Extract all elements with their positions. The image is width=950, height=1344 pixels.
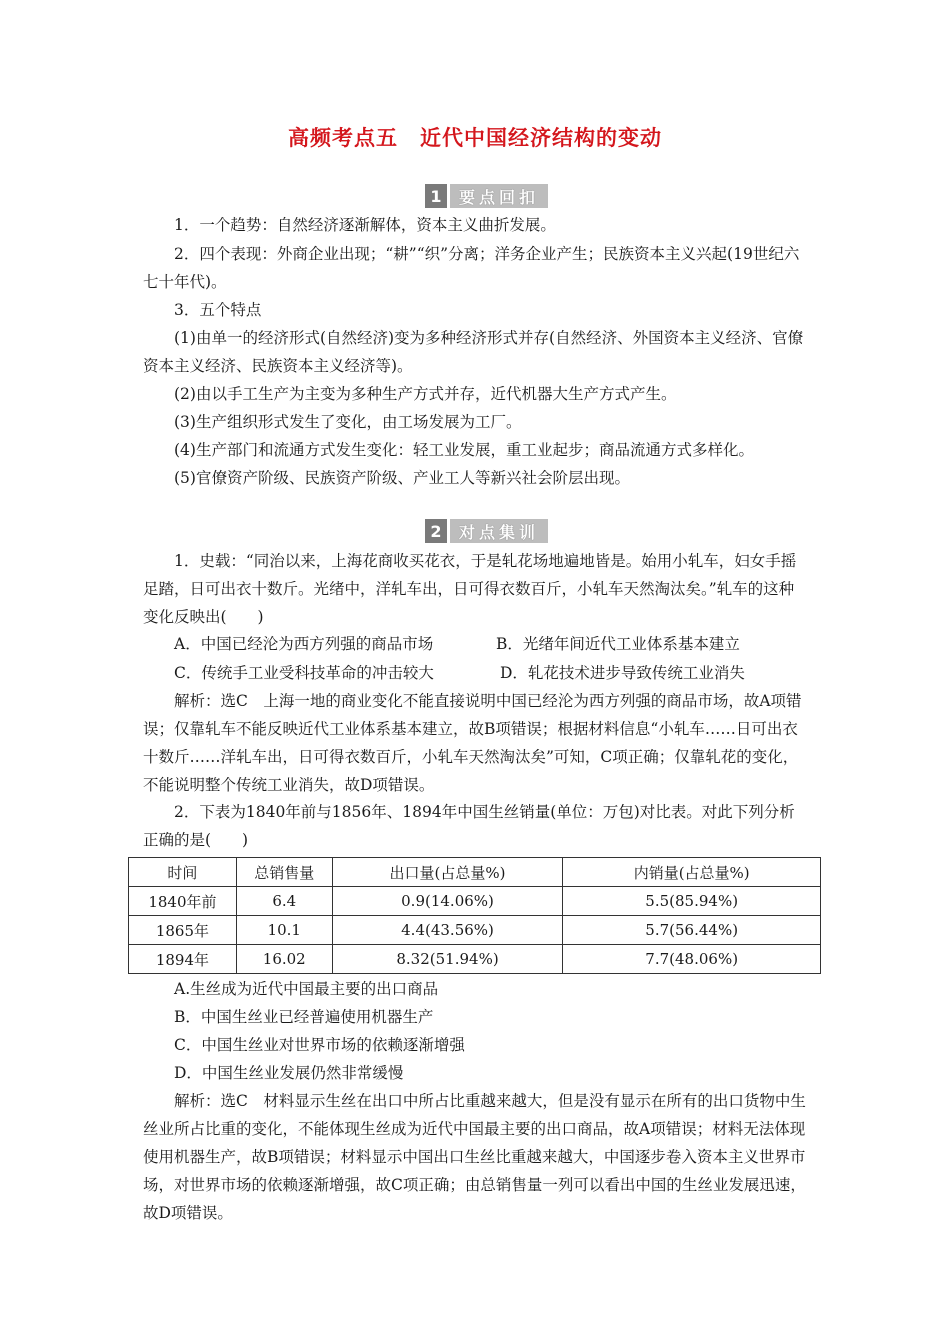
question-2-analysis: 解析：选C 材料显示生丝在出口中所占比重越来越大，但是没有显示在所有的出口货物中生丝业所占比重的变化，不能体现生丝成为近代中国最主要的出口商品，故A项错误；材料无法体现使用机器生产，故B项错误；材料显示中国出口生丝比重越来越大，中国逐步卷入资本主义世界市场，对世界市场的依赖逐渐增强，故C项正确；由总销售量一列可以看出中国的生丝业发展迅速，故D项错误。 [143,1092,806,1222]
table-cell: 16.02 [236,945,332,974]
q1-option-a: A．中国已经沦为西方列强的商品市场 [174,635,434,653]
title-part2: 近代中国经济结构的变动 [420,126,662,150]
table-row [129,916,821,945]
table-header-row [129,858,821,887]
point-2: 2．四个表现：外商企业出现；“耕”“织”分离；洋务企业产生；民族资本主义兴起(19世纪六七十年代)。 [143,245,800,291]
section2-number: 2 [425,519,447,543]
question-2-stem: 2．下表为1840年前与1856年、1894年中国生丝销量(单位：万包)对比表。对此下列分析正确的是( ) [143,803,795,849]
table-cell: 1865年 [129,916,237,945]
table-cell: 7.7(48.06%) [563,945,821,974]
point-3-4: (4)生产部门和流通方式发生变化：轻工业发展，重工业起步；商品流通方式多样化。 [174,441,754,459]
q1-option-b: B．光绪年间近代工业体系基本建立 [496,635,740,653]
title-part1: 高频考点五 [288,126,398,150]
table-row [129,887,821,916]
point-1: 1．一个趋势：自然经济逐渐解体，资本主义曲折发展。 [174,216,556,234]
table-row [129,945,821,974]
point-3-1: (1)由单一的经济形式(自然经济)变为多种经济形式并存(自然经济、外国资本主义经济、官僚资本主义经济、民族资本主义经济等)。 [143,329,804,375]
table-header-cell: 总销售量 [236,858,332,887]
table-cell: 1840年前 [129,887,237,916]
q2-option-d: D．中国生丝业发展仍然非常缓慢 [174,1064,404,1082]
table-cell: 4.4(43.56%) [332,916,563,945]
page-title [0,122,950,152]
point-3-5: (5)官僚资产阶级、民族资产阶级、产业工人等新兴社会阶层出现。 [174,469,630,487]
point-3-2: (2)由以手工生产为主变为多种生产方式并存，近代机器大生产方式产生。 [174,385,677,403]
section2-badge [425,519,548,543]
section1-badge [425,184,548,208]
table-cell: 8.32(51.94%) [332,945,563,974]
q2-option-c: C．中国生丝业对世界市场的依赖逐渐增强 [174,1036,465,1054]
table-cell: 5.5(85.94%) [563,887,821,916]
table-cell: 1894年 [129,945,237,974]
section2-label: 对点集训 [450,519,548,543]
table-cell: 5.7(56.44%) [563,916,821,945]
table-cell: 10.1 [236,916,332,945]
section1-number: 1 [425,184,447,208]
point-3-3: (3)生产组织形式发生了变化，由工场发展为工厂。 [174,413,522,431]
table-cell: 0.9(14.06%) [332,887,563,916]
table-header-cell: 出口量(占总量%) [332,858,563,887]
q2-option-a: A.生丝成为近代中国最主要的出口商品 [174,980,439,998]
table-header-cell: 内销量(占总量%) [563,858,821,887]
table-cell: 6.4 [236,887,332,916]
q2-option-b: B．中国生丝业已经普遍使用机器生产 [174,1008,434,1026]
q1-option-d: D．轧花技术进步导致传统工业消失 [500,664,745,682]
q1-option-c: C．传统手工业受科技革命的冲击较大 [174,664,434,682]
silk-sales-table [128,857,821,974]
question-1-stem: 1．史载：“同治以来，上海花商收买花衣，于是轧花场地遍地皆是。始用小轧车，妇女手摇足踏，日可出衣十数斤。光绪中，洋轧车出，日可得衣数百斤，小轧车天然淘汰矣。”轧车的这种变化反映出( ) [143,552,797,626]
question-1-analysis: 解析：选C 上海一地的商业变化不能直接说明中国已经沦为西方列强的商品市场，故A项错误；仅靠轧车不能反映近代工业体系基本建立，故B项错误；根据材料信息“小轧车……日可出衣十数斤……洋轧车出，日可得衣数百斤，小轧车天然淘汰矣”可知，C项正确；仅靠轧花的变化，不能说明整个传统工业消失，故D项错误。 [143,692,802,794]
table-header-cell: 时间 [129,858,237,887]
section1-label: 要点回扣 [450,184,548,208]
point-3: 3．五个特点 [174,301,262,319]
